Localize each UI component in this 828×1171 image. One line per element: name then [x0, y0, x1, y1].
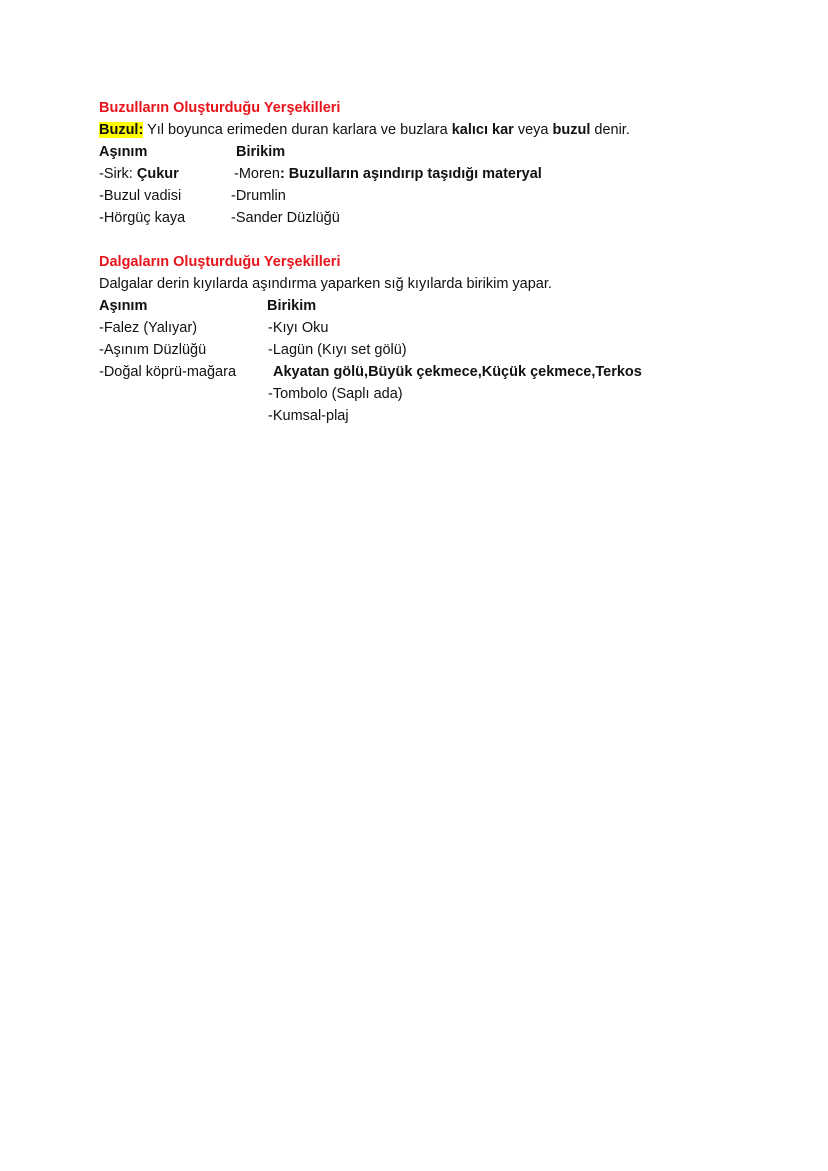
definition-text-3: denir. — [590, 122, 630, 138]
section-title-glaciers: Buzulların Oluşturduğu Yerşekilleri — [99, 100, 341, 116]
erosion-item: -Hörgüç kaya — [99, 210, 186, 226]
erosion-item: -Aşınım Düzlüğü — [99, 342, 207, 358]
deposition-item: -Kumsal-plaj — [268, 408, 349, 424]
glacier-definition — [99, 120, 630, 140]
deposition-header: Birikim — [236, 144, 286, 160]
deposition-item: -Tombolo (Saplı ada) — [268, 386, 403, 402]
definition-bold-2: buzul — [552, 122, 591, 138]
lagoon-examples: Akyatan gölü,Büyük çekmece,Küçük çekmece,Terkos — [273, 364, 642, 380]
erosion-item: -Doğal köprü-mağara — [99, 364, 237, 380]
deposition-item: -Drumlin — [231, 188, 286, 204]
definition-text-2: veya — [513, 122, 553, 138]
erosion-item-text: -Sirk: — [99, 166, 137, 182]
erosion-item: -Buzul vadisi — [99, 188, 182, 204]
deposition-item — [234, 164, 542, 184]
deposition-item: -Sander Düzlüğü — [231, 210, 340, 226]
erosion-item: -Falez (Yalıyar) — [99, 320, 198, 336]
deposition-item-bold: : Buzulların aşındırıp taşıdığı materyal — [279, 166, 542, 182]
definition-text-1: Yıl boyunca erimeden duran karlara ve buzlara — [143, 122, 452, 138]
erosion-item — [99, 164, 179, 184]
deposition-header: Birikim — [267, 298, 317, 314]
deposition-item-text: -Moren — [234, 166, 280, 182]
deposition-item: -Lagün (Kıyı set gölü) — [268, 342, 407, 358]
deposition-item: -Kıyı Oku — [268, 320, 329, 336]
erosion-item-bold: Çukur — [136, 166, 179, 182]
erosion-header: Aşınım — [99, 144, 148, 160]
section-title-waves: Dalgaların Oluşturduğu Yerşekilleri — [99, 254, 341, 270]
definition-term: Buzul: — [99, 122, 144, 138]
erosion-header: Aşınım — [99, 298, 148, 314]
waves-intro: Dalgalar derin kıyılarda aşındırma yaparken sığ kıyılarda birikim yapar. — [99, 276, 552, 292]
definition-bold-1: kalıcı kar — [451, 122, 514, 138]
